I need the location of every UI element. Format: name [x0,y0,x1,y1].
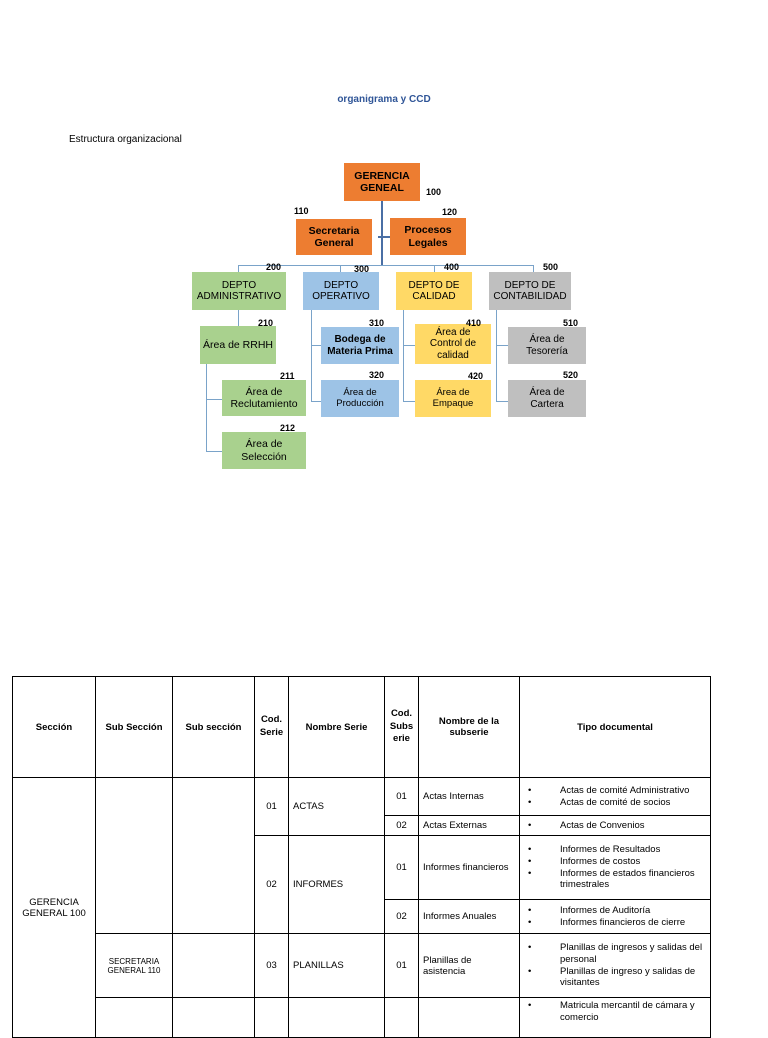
cell-cod-serie: 01 [255,778,289,836]
code-procesos: 120 [442,207,458,217]
cell-subseccion2-empty [173,778,255,934]
code-tesoreria: 510 [563,318,579,328]
cell-subseccion-empty [96,998,173,1038]
box-bodega: Bodega de Materia Prima [321,327,399,364]
box-cartera: Área de Cartera [508,380,586,417]
box-contabilidad: DEPTO DE CONTABILIDAD [489,272,571,310]
code-cartera: 520 [563,370,579,380]
cell-subseccion: SECRETARIA GENERAL 110 [96,934,173,998]
cell-cod-serie: 03 [255,934,289,998]
cell-subseccion-empty [96,778,173,934]
code-administrativo: 200 [266,262,282,272]
tipo-item: • Actas de comité de socios [528,797,706,809]
cell-cod-serie: 02 [255,836,289,934]
cell-cod-subserie-empty [385,998,419,1038]
cell-cod-subserie: 02 [385,900,419,934]
code-secretaria: 110 [294,206,309,216]
code-bodega: 310 [369,318,385,328]
cell-cod-subserie: 01 [385,934,419,998]
box-calidad: DEPTO DE CALIDAD [396,272,472,310]
code-seleccion: 212 [280,423,296,433]
box-operativo: DEPTO OPERATIVO [303,272,379,310]
header-subseccion-2: Sub sección [173,677,255,778]
cell-nombre-subserie: Informes financieros [419,836,520,900]
table-row [13,778,711,816]
cell-cod-subserie: 01 [385,778,419,816]
cell-nombre-subserie: Informes Anuales [419,900,520,934]
tipo-item: • Planillas de ingreso y salidas de visitantes [528,966,706,990]
header-seccion: Sección [13,677,96,778]
code-operativo: 300 [354,264,370,274]
header-nombre-subserie: Nombre de la subserie [419,677,520,778]
cell-subseccion2-empty [173,998,255,1038]
cell-cod-subserie: 02 [385,816,419,836]
section-subtitle: Estructura organizacional [69,134,182,145]
box-secretaria: Secretaria General [296,219,372,255]
cell-nombre-serie-empty [289,998,385,1038]
table-header-row [13,677,711,778]
tipo-item: • Planillas de ingresos y salidas del personal [528,942,706,966]
header-tipo-documental: Tipo documental [520,677,711,778]
code-contabilidad: 500 [543,262,559,272]
org-chart [0,0,768,500]
code-empaque: 420 [468,371,484,381]
tipo-item: • Matricula mercantil de cámara y comercio [528,1000,706,1024]
header-subseccion: Sub Sección [96,677,173,778]
header-cod-subserie: Cod.Subserie [385,677,419,778]
tipo-item: • Informes de Resultados [528,844,706,856]
table-row [13,934,711,998]
cell-nombre-subserie: Actas Externas [419,816,520,836]
cell-subseccion2-empty [173,934,255,998]
tipo-item: • Actas de Convenios [528,820,706,832]
tipo-item: • Informes financieros de cierre [528,917,706,929]
cell-tipo-documental [520,836,711,900]
code-reclutamiento: 211 [280,371,295,381]
tipo-item: • Informes de costos [528,856,706,868]
code-calidad: 400 [444,262,460,272]
cell-cod-serie-empty [255,998,289,1038]
cell-cod-subserie: 01 [385,836,419,900]
cell-nombre-subserie: Planillas de asistencia [419,934,520,998]
box-rrhh: Área de RRHH [200,326,276,364]
box-produccion: Área de Producción [321,380,399,417]
code-gerencia: 100 [426,187,442,197]
tipo-item: • Informes de estados financieros trimestrales [528,868,706,892]
page-title: organigrama y CCD [337,94,431,105]
cell-seccion: GERENCIA GENERAL 100 [13,778,96,1038]
box-control: Área de Control de calidad [415,324,491,364]
table-row [13,998,711,1038]
cell-nombre-subserie: Actas Internas [419,778,520,816]
header-nombre-serie: Nombre Serie [289,677,385,778]
cell-tipo-documental [520,900,711,934]
cell-nombre-serie: INFORMES [289,836,385,934]
box-seleccion: Área de Selección [222,432,306,469]
ccd-table [12,676,711,1038]
cell-nombre-subserie-empty [419,998,520,1038]
tipo-item: • Informes de Auditoría [528,905,706,917]
cell-nombre-serie: PLANILLAS [289,934,385,998]
cell-tipo-documental [520,934,711,998]
cell-tipo-documental [520,778,711,816]
code-produccion: 320 [369,370,385,380]
tipo-item: • Actas de comité Administrativo [528,785,706,797]
header-cod-serie: Cod.Serie [255,677,289,778]
box-gerencia: GERENCIA GENEAL [344,163,420,201]
box-procesos: Procesos Legales [390,218,466,255]
box-administrativo: DEPTO ADMINISTRATIVO [192,272,286,310]
box-reclutamiento: Área de Reclutamiento [222,380,306,416]
box-tesoreria: Área de Tesorería [508,327,586,364]
code-rrhh: 210 [258,318,274,328]
box-empaque: Área de Empaque [415,380,491,417]
cell-tipo-documental [520,998,711,1038]
cell-tipo-documental [520,816,711,836]
cell-nombre-serie: ACTAS [289,778,385,836]
code-control: 410 [466,318,482,328]
